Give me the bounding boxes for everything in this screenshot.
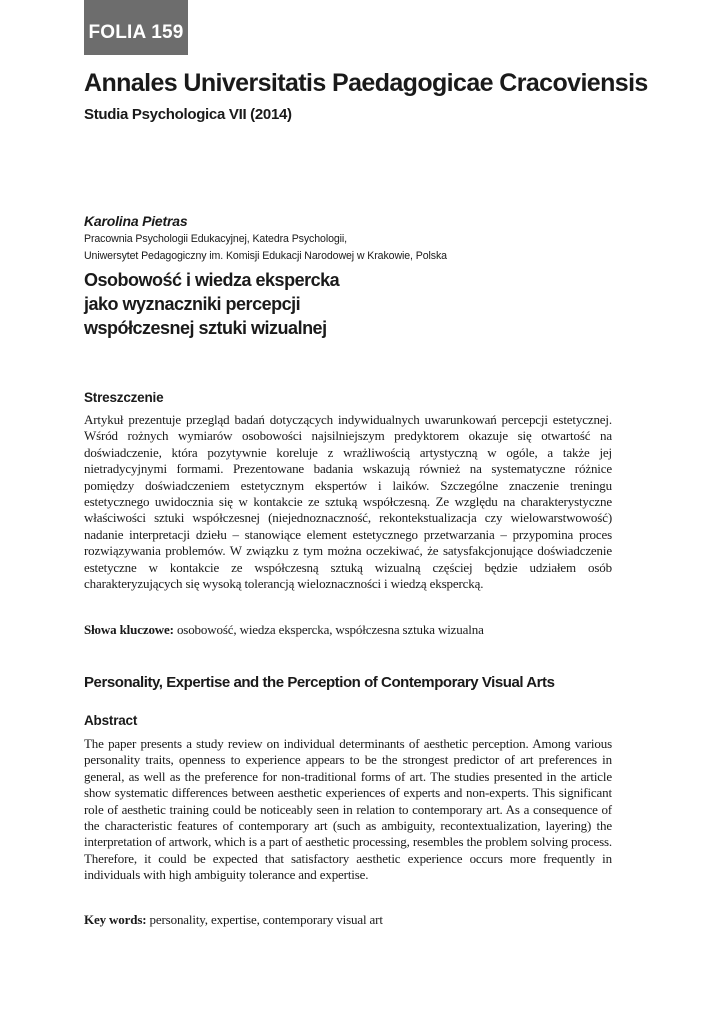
title-line: Osobowość i wiedza ekspercka bbox=[84, 270, 340, 290]
journal-title: Annales Universitatis Paedagogicae Cracoviensis bbox=[84, 69, 648, 97]
keywords-en bbox=[84, 912, 644, 928]
affiliation-line: Uniwersytet Pedagogiczny im. Komisji Edukacji Narodowej w Krakowie, Polska bbox=[84, 249, 447, 262]
author-name: Karolina Pietras bbox=[84, 213, 188, 229]
keywords-en-label: Key words: bbox=[84, 912, 147, 927]
article-title-en: Personality, Expertise and the Perception of Contemporary Visual Arts bbox=[84, 674, 555, 691]
keywords-pl-values: osobowość, wiedza ekspercka, współczesna sztuka wizualna bbox=[176, 622, 484, 637]
journal-series: Studia Psychologica VII (2014) bbox=[84, 106, 292, 123]
keywords-en-values: personality, expertise, contemporary visual art bbox=[149, 912, 383, 927]
abstract-en-text: The paper presents a study review on individual determinants of aesthetic perception. Among various personality traits, openness to experience appears to be the strongest predictor of art preferences in general, as well as the preference for non-traditional forms of art. The studies presented in the article show systematic differences between aesthetic experiences of experts and non-experts. This significant role of aesthetic training could be noticeably seen in relation to contemporary art. As a consequence of the characteristic features of contemporary art (such as ambiguity, recontextualization, layering) the interpretation of artwork, which is a part of aesthetic processing, resembles the problem solving process. Therefore, it could be expected that satisfactory aesthetic experience occurs more frequently in individuals with high ambiguity tolerance and expertise. bbox=[84, 736, 612, 883]
abstract-pl-heading: Streszczenie bbox=[84, 390, 164, 405]
keywords-pl-label: Słowa kluczowe: bbox=[84, 622, 174, 637]
author-affiliation bbox=[84, 231, 644, 264]
title-line: jako wyznaczniki percepcji bbox=[84, 294, 301, 314]
abstract-en-heading: Abstract bbox=[84, 713, 138, 728]
keywords-pl bbox=[84, 622, 644, 638]
abstract-pl-text: Artykuł prezentuje przegląd badań dotyczących indywidualnych uwarunkowań percepcji estetycznej. Wśród rożnych wymiarów osobowości najsilniejszym predyktorem okazuje się otwartość na doświadczenie, która pozytywnie koreluje z wrażliwością artystyczną w ogóle, a także jej nietradycyjnymi formami. Prezentowane badania wskazują również na systematyczne różnice pomiędzy doświadczeniem estetycznym ekspertów i laików. Szczególne znaczenie treningu estetycznego uwidocznia się w kontakcie ze sztuką współczesną. Ze względu na charakterystyczne właściwości sztuki współczesnej (niejednoznaczność, rekontekstualizacja czy wielowarstwowość) nadanie interpretacji dziełu – stanowiące element estetycznego przetwarzania – przypomina proces rozwiązywania problemów. W związku z tym można oczekiwać, że satysfakcjonujące doświadczenie estetyczne w kontakcie ze współczesną sztuką wizualną częściej będzie udziałem osób charakteryzujących się wysoką tolerancją wieloznaczności i wiedzą ekspercką. bbox=[84, 412, 612, 592]
title-line: współczesnej sztuki wizualnej bbox=[84, 318, 327, 338]
article-title-pl bbox=[84, 268, 584, 340]
affiliation-line: Pracownia Psychologii Edukacyjnej, Katedra Psychologii, bbox=[84, 233, 348, 245]
folio-badge: FOLIA 159 bbox=[84, 0, 188, 55]
